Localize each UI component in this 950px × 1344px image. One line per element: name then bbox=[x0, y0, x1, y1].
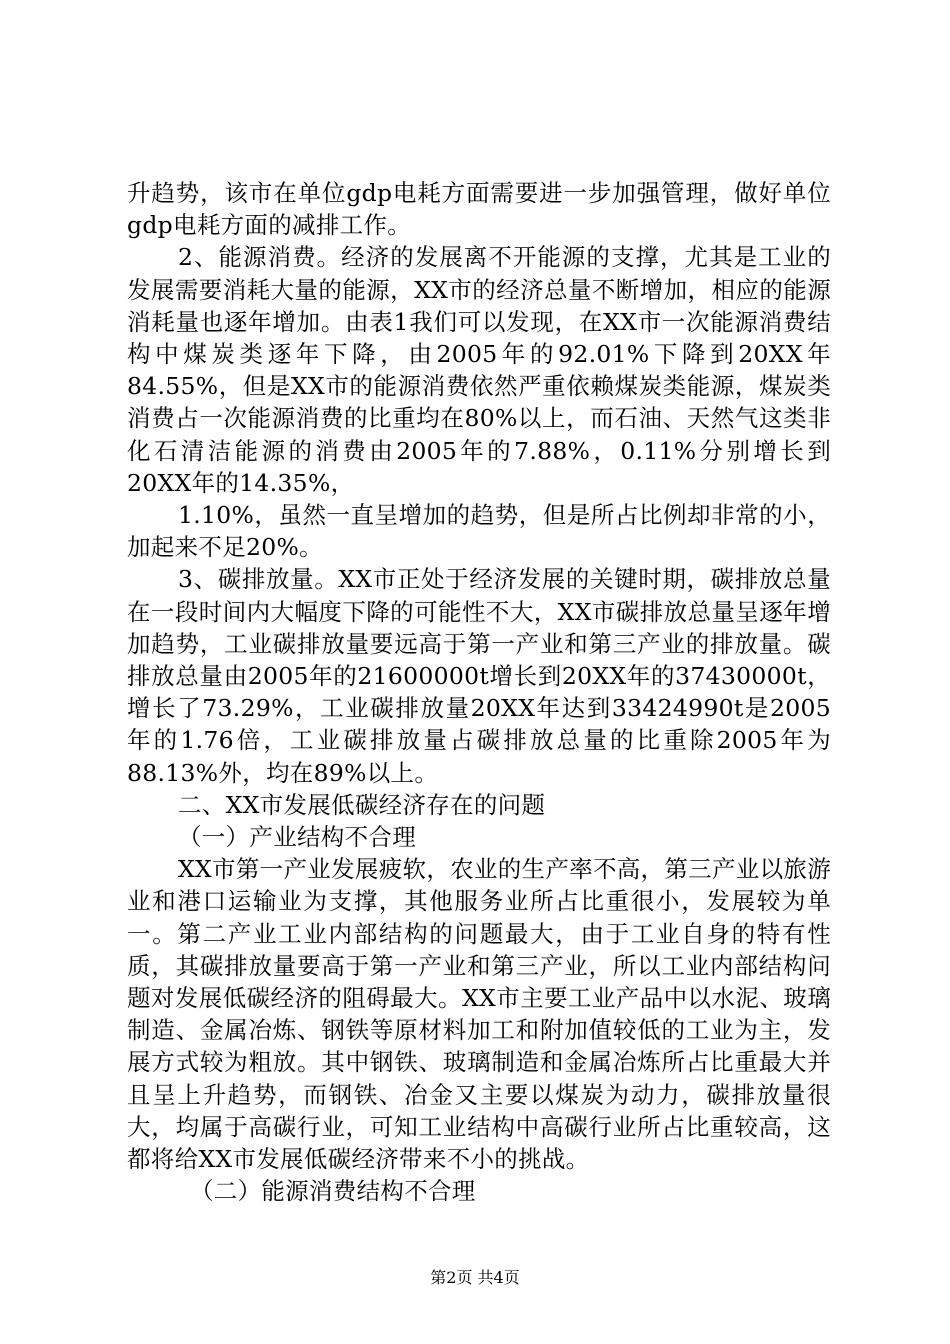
subsection-heading-energy-structure: （二）能源消费结构不合理 bbox=[190, 1177, 476, 1206]
section-heading-problems: 二、XX市发展低碳经济存在的问题 bbox=[178, 790, 546, 819]
paragraph-industry-structure: XX市第一产业发展疲软，农业的生产率不高，第三产业以旅游业和港口运输业为支撑，其他服务业所占比重很小，发展较为单一。第二产业工业内部结构的问题最大，由于工业自身的特有性质，其碳排放量要高于第一产业和第三产业，所以工业内部结构问题对发展低碳经济的阻碍最大。XX市主要工业产品中以水泥、玻璃制造、金属冶炼、钢铁等原材料加工和附加值较低的工业为主，发展方式较为粗放。其中钢铁、玻璃制造和金属冶炼所占比重最大并且呈上升趋势，而钢铁、冶金又主要以煤炭为动力，碳排放量很大，均属于高碳行业，可知工业结构中高碳行业所占比重较高，这都将给XX市发展低碳经济带来不小的挑战。 bbox=[127, 855, 831, 1174]
paragraph-carbon-emission: 3、碳排放量。XX市正处于经济发展的关键时期，碳排放总量在一段时间内大幅度下降的可能性不大，XX市碳排放总量呈逐年增加趋势，工业碳排放量要远高于第一产业和第三产业的排放量。碳排放总量由2005年的21600000t增长到20XX年的37430000t，增长了73.29%，工业碳排放量20XX年达到33424990t是2005年的1.76倍，工业碳排放量占碳排放总量的比重除2005年为88.13%外，均在89%以上。 bbox=[127, 565, 831, 787]
paragraph-energy-consumption: 2、能源消费。经济的发展离不开能源的支撑，尤其是工业的发展需要消耗大量的能源，XX市的经济总量不断增加，相应的能源消耗量也逐年增加。由表1我们可以发现，在XX市一次能源消费结构中煤炭类逐年下降，由2005年的92.01%下降到20XX年84.55%，但是XX市的能源消费依然严重依赖煤炭类能源，煤炭类消费占一次能源消费的比重均在80%以上，而石油、天然气这类非化石清洁能源的消费由2005年的7.88%，0.11%分别增长到20XX年的14.35%， bbox=[127, 243, 831, 497]
page-footer: 第2页 共4页 bbox=[430, 1268, 520, 1287]
document-body bbox=[127, 177, 831, 1208]
paragraph-continuation: 升趋势，该市在单位gdp电耗方面需要进一步加强管理，做好单位gdp电耗方面的减排工作。 bbox=[127, 179, 831, 240]
paragraph-energy-consumption-cont: 1.10%，虽然一直呈增加的趋势，但是所占比例却非常的小，加起来不足20%。 bbox=[127, 501, 831, 562]
subsection-heading-industry-structure: （一）产业结构不合理 bbox=[178, 823, 416, 852]
